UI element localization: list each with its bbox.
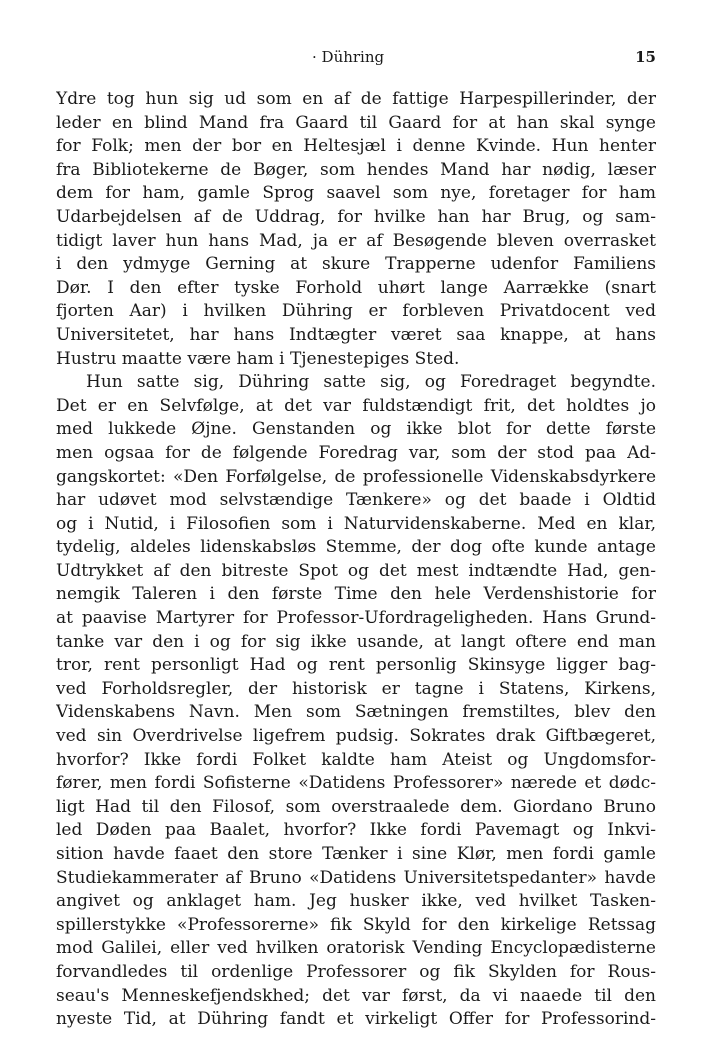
text-line: for Folk; men der bor en Heltesjæl i denne Kvinde. Hun henter bbox=[56, 136, 656, 157]
text-line: angivet og anklaget ham. Jeg husker ikke, ved hvilket Tasken- bbox=[56, 891, 656, 912]
text-line: Videnskabens Navn. Men som Sætningen fremstiltes, blev den bbox=[56, 702, 656, 723]
text-line: Universitetet, har hans Indtægter været saa knappe, at hans bbox=[56, 324, 656, 345]
text-line: Ydre tog hun sig ud som en af de fattige Harpespillerinder, der bbox=[56, 89, 656, 109]
text-line: nemgik Taleren i den første Time den hele Verdenshistorie for bbox=[56, 584, 656, 605]
text-line: Det er en Selvfølge, at det var fuldstændigt frit, det holdtes jo bbox=[56, 395, 656, 416]
text-line: mod Galilei, eller ved hvilken oratorisk Vending Encyclopædisterne bbox=[56, 938, 656, 959]
text-line: sition havde faaet den store Tænker i sine Klør, men fordi gamle bbox=[56, 844, 656, 864]
text-line: Udtrykket af den bitreste Spot og det mest indtændte Had, gen- bbox=[56, 560, 656, 581]
text-line: tidigt laver hun hans Mad, ja er af Besøgende bleven overrasket bbox=[56, 230, 656, 251]
text-line: Dør. I den efter tyske Forhold uhørt lange Aarrække (snart bbox=[56, 277, 656, 298]
text-line: og i Nutid, i Filosofien som i Naturvidenskaberne. Med en klar, bbox=[56, 513, 656, 534]
text-line: men ogsaa for de følgende Foredrag var, som der stod paa Ad- bbox=[56, 442, 656, 463]
text-line: Studiekammerater af Bruno «Datidens Universitetspedanter» havde bbox=[56, 867, 656, 888]
text-line: har udøvet mod selvstændige Tænkere» og det baade i Oldtid bbox=[56, 490, 656, 511]
text-line: led Døden paa Baalet, hvorfor? Ikke fordi Pavemagt og Inkvi- bbox=[56, 820, 656, 841]
text-line: hvorfor? Ikke fordi Folket kaldte ham Ateist og Ungdomsfor- bbox=[56, 749, 656, 770]
text-line: ved sin Overdrivelse ligefrem pudsig. Sokrates drak Giftbægeret, bbox=[56, 726, 656, 747]
text-line: ligt Had til den Filosof, som overstraalede dem. Giordano Bruno bbox=[56, 796, 656, 817]
text-line: tydelig, aldeles lidenskabsløs Stemme, der dog ofte kunde antage bbox=[56, 537, 656, 558]
text-line: tanke var den i og for sig ikke usande, at langt oftere end man bbox=[56, 631, 656, 652]
text-line: ved Forholdsregler, der historisk er tagne i Statens, Kirkens, bbox=[56, 678, 656, 699]
text-line: fra Bibliotekerne de Bøger, som hendes Mand har nødig, læser bbox=[56, 159, 656, 180]
text-line: med lukkede Øjne. Genstanden og ikke blot for dette første bbox=[56, 419, 656, 440]
text-line: tror, rent personligt Had og rent personlig Skinsyge ligger bag- bbox=[56, 655, 656, 676]
text-line: nyeste Tid, at Dühring fandt et virkeligt Offer for Professorind- bbox=[56, 1009, 656, 1030]
text-line: spillerstykke «Professorerne» fik Skyld for den kirkelige Retssag bbox=[56, 914, 656, 935]
text-line: leder en blind Mand fra Gaard til Gaard for at han skal synge bbox=[56, 112, 656, 133]
page-number: 15 bbox=[635, 48, 656, 66]
running-head bbox=[0, 48, 712, 70]
text-line: fjorten Aar) i hvilken Dühring er forbleven Privatdocent ved bbox=[56, 301, 656, 322]
text-line: at paavise Martyrer for Professor-Ufordrageligheden. Hans Grund- bbox=[56, 608, 656, 629]
text-line: Udarbejdelsen af de Uddrag, for hvilke han har Brug, og sam- bbox=[56, 206, 656, 227]
text-line: Hustru maatte være ham i Tjenestepiges Sted. bbox=[56, 348, 460, 369]
text-line: forvandledes til ordenlige Professorer og fik Skylden for Rous- bbox=[56, 961, 656, 982]
text-line: seau's Menneskefjendskhed; det var først, da vi naaede til den bbox=[56, 985, 656, 1006]
text-line: fører, men fordi Sofisterne «Datidens Professorer» nærede et dødc- bbox=[56, 773, 656, 794]
body-text bbox=[56, 88, 656, 1032]
text-line: Hun satte sig, Dühring satte sig, og Foredraget begyndte. bbox=[86, 372, 656, 393]
text-line: i den ydmyge Gerning at skure Trapperne udenfor Familiens bbox=[56, 254, 656, 275]
running-title: · Dühring bbox=[312, 48, 385, 66]
text-line: gangskortet: «Den Forfølgelse, de professionelle Videnskabsdyrkere bbox=[56, 466, 656, 487]
text-line: dem for ham, gamle Sprog saavel som nye, foretager for ham bbox=[56, 183, 656, 204]
